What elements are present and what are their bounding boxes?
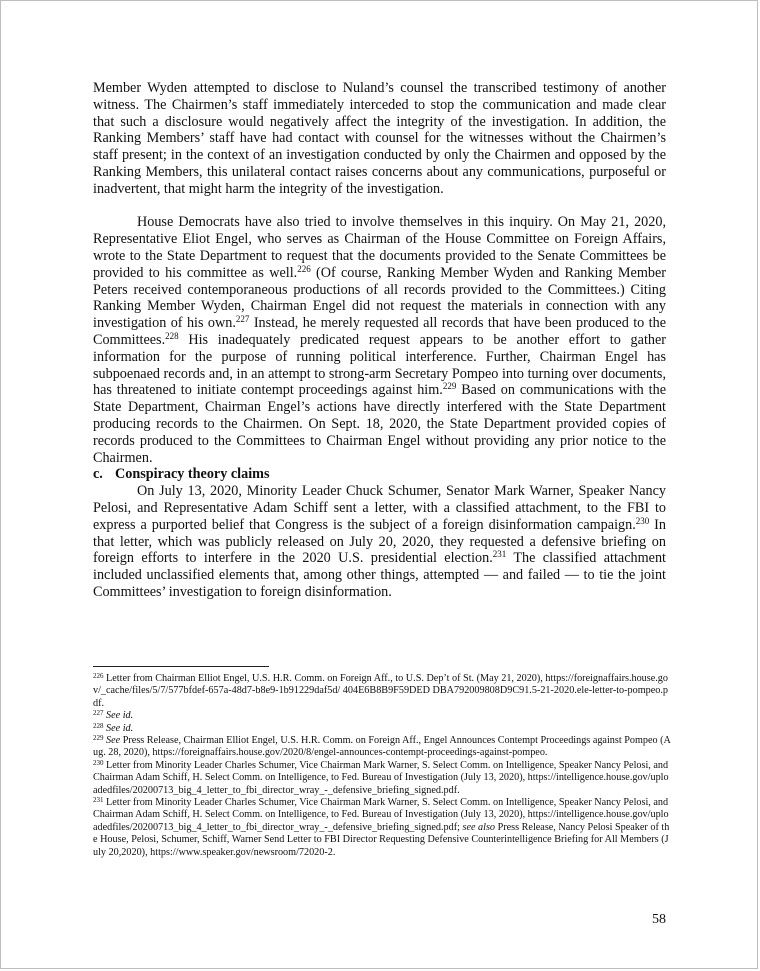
footnote-text: Letter from Minority Leader Charles Schumer, Vice Chairman Mark Warner, S. Select Comm. on Intelligence, Speaker Nancy Pelosi, and Chairman Adam Schiff, H. Select Comm. on Intelligence, to Fed. Bureau of Investigation (July 13, 2020), https://intelligence.house.gov/uploadedfiles/20200713_big_4_letter_to_fbi_director_wray_-_defensive_briefing_signed.pdf. — [93, 759, 669, 796]
page-number: 58 — [652, 912, 666, 927]
footnote-text: Letter from Chairman Elliot Engel, U.S. H.R. Comm. on Foreign Aff., to U.S. Dep’t of St. (May 21, 2020), https://foreignaffairs.house.gov/_cache/files/5/7/577bfdef-657a-48d7-b8e9-1b91229daf5d/ 404E6B8B9F59DED DBA792009808D9C91.5-21-2020.ele-letter-to-pompeo.pdf. — [93, 673, 668, 709]
paragraph-2-text-e: Based on communications with the State Department, Chairman Engel’s actions have directly interfered with the State Department producing records to the Chairmen. On Sept. 18, 2020, the State Department provided copies of records produced to the Committees to Chairman Engel without providing any prior notice to the Chairmen. — [93, 382, 666, 466]
footnote-ref-228[interactable]: 228 — [165, 330, 179, 341]
footnote-ref-231[interactable]: 231 — [492, 549, 507, 560]
footnote-ref-230[interactable]: 230 — [635, 515, 650, 526]
footnote-number: 231 — [93, 796, 104, 805]
paragraph-3 — [93, 483, 666, 601]
footnote-text: See id. — [103, 722, 134, 734]
footnote-text: Press Release, Chairman Elliot Engel, U.S. H.R. Comm. on Foreign Aff., Engel Announces Contempt Proceedings against Pompeo (Aug. 28, 2020), https://foreignaffairs.house.gov/2020/8/engel-announces-contempt-proceedings-against-pompeo. — [93, 735, 671, 759]
body-text — [93, 80, 666, 601]
footnote-228 — [93, 723, 673, 735]
paragraph-2-text-b: (Of course, Ranking Member Wyden and Ranking Member Peters received contemporaneous productions of all records provided to the Committees.) Citing Ranking Member Wyden, Chairman Engel did not request the materials in connection with any investigation of his own. — [93, 264, 666, 332]
paragraph-3-text-c: The classified attachment included unclassified elements that, among other things, attempted — and failed — to tie the joint Committees’ investigation to foreign disinformation. — [93, 550, 666, 600]
footnote-number: 226 — [93, 672, 104, 680]
footnote-signal: See — [103, 735, 121, 747]
paragraph-2-text-d: His inadequately predicated request appears to be another effort to gather information for the purpose of running political interference. Further, Chairman Engel has subpoenaed records and, in an attempt to strong-arm Secretary Pompeo into turning over documents, has threatened to initiate contempt proceedings against him. — [93, 331, 666, 399]
paragraph-3-text-b: In that letter, which was publicly released on July 20, 2020, they requested a defensive briefing on foreign efforts to interfere in the 2020 U.S. presidential election. — [93, 516, 666, 567]
footnote-ref-229[interactable]: 229 — [442, 381, 457, 392]
footnote-ref-227[interactable]: 227 — [235, 314, 250, 325]
footnote-text: Letter from Minority Leader Charles Schumer, Vice Chairman Mark Warner, S. Select Comm. on Intelligence, Speaker Nancy Pelosi, and Chairman Adam Schiff, H. Select Comm. on Intelligence, to Fed. Bureau of Investigation (July 13, 2020), https://intelligence.house.gov/uploadedfiles/20200713_big_4_letter_to_fbi_director_wray_-_defensive_briefing_signed.pdf; — [93, 797, 669, 833]
footnote-separator — [93, 666, 269, 667]
section-heading — [93, 466, 666, 483]
footnote-231 — [93, 797, 673, 859]
footnote-230 — [93, 760, 673, 797]
section-title: Conspiracy theory claims — [115, 466, 270, 483]
footnote-signal: see also — [462, 821, 496, 833]
footnote-text: See id. — [103, 710, 134, 722]
footnote-number: 230 — [93, 758, 104, 767]
footnote-number: 227 — [93, 709, 104, 718]
paragraph-2 — [93, 214, 666, 466]
footnotes — [93, 673, 673, 859]
paragraph-1-text: Member Wyden attempted to disclose to Nuland’s counsel the transcribed testimony of another witness. The Chairmen’s staff immediately interceded to stop the communication and made clear that such a disclosure would negatively affect the integrity of the investigation. In addition, the Ranking Members’ staff have had contact with counsel for the witnesses without the Chairmen’s staff present; in the context of an investigation conducted by only the Chairmen and opposed by the Ranking Members, this unilateral contact raises concerns about any communications, purposeful or inadvertent, that might harm the integrity of the investigation. — [93, 80, 666, 197]
paragraph-1 — [93, 80, 666, 198]
paragraph-2-text-a: House Democrats have also tried to involve themselves in this inquiry. On May 21, 2020, Representative Eliot Engel, who serves as Chairman of the House Committee on Foreign Affairs, wrote to the State Department to request that the documents provided to the Senate Committees be provided to his committee as well. — [93, 214, 666, 281]
footnote-227 — [93, 710, 673, 722]
paragraph-3-text-a: On July 13, 2020, Minority Leader Chuck Schumer, Senator Mark Warner, Speaker Nancy Pelosi, and Representative Adam Schiff sent a letter, with a classified attachment, to the FBI to express a purported belief that Congress is the subject of a foreign disinformation campaign. — [93, 483, 666, 533]
footnote-number: 229 — [93, 734, 104, 743]
footnote-number: 228 — [93, 721, 104, 730]
section-letter: c. — [93, 466, 103, 483]
footnote-ref-226[interactable]: 226 — [297, 263, 311, 274]
footnote-226 — [93, 673, 673, 710]
footnote-229 — [93, 735, 673, 760]
footnote-text: Press Release, Nancy Pelosi Speaker of the House, Pelosi, Schumer, Schiff, Warner Send Letter to FBI Director Requesting Defensive Counterintelligence Briefing for All Members (July 20,2020), https://www.speaker.gov/newsroom/72020-2. — [93, 821, 670, 858]
paragraph-2-text-c: Instead, he merely requested all records that have been produced to the Committees. — [93, 315, 666, 348]
